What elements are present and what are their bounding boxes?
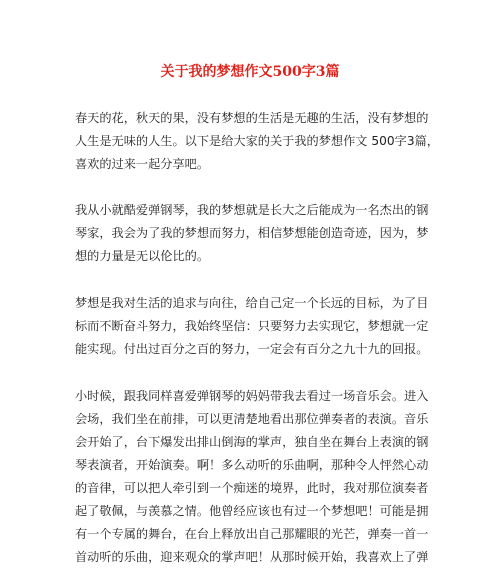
paragraph-line: 起了敬佩，与羡慕之情。他曾经应该也有过一个梦想吧！可能是拥 xyxy=(75,504,429,518)
document-title: 关于我的梦想作文500字3篇 xyxy=(160,64,340,80)
paragraph-line: 喜欢的过来一起分享吧。 xyxy=(75,157,210,171)
paragraph-line: 有一个专属的舞台，在台上释放出自己那耀眼的光芒，弹奏一首一 xyxy=(75,527,429,541)
paragraph-line: 春天的花，秋天的果，没有梦想的生活是无趣的生活，没有梦想的 xyxy=(75,111,429,125)
paragraph-dream-pursuit xyxy=(75,292,429,361)
paragraph-line: 首动听的乐曲，迎来观众的掌声吧！从那时候开始，我喜欢上了弹 xyxy=(75,550,429,564)
paragraph-line: 想的力量是无以伦比的。 xyxy=(75,249,210,263)
paragraph-line: 会开始了，台下爆发出排山倒海的掌声，独自坐在舞台上表演的钢 xyxy=(75,435,429,449)
paragraph-line: 梦想是我对生活的追求与向往，给自己定一个长远的目标，为了目 xyxy=(75,296,429,310)
paragraph-intro xyxy=(75,107,439,176)
paragraph-line: 会场，我们坐在前排，可以更清楚地看出那位弹奏者的表演。音乐 xyxy=(75,412,429,426)
paragraph-line: 我从小就酷爱弹钢琴，我的梦想就是长大之后能成为一名杰出的钢 xyxy=(75,203,429,217)
paragraph-concert-memory xyxy=(75,385,429,569)
paragraph-line: 琴表演者，开始演奏。啊！多么动听的乐曲啊，那种令人怦然心动 xyxy=(75,458,429,472)
paragraph-line: 琴家，我会为了我的梦想而努力，相信梦想能创造奇迹，因为，梦 xyxy=(75,226,429,240)
paragraph-piano-dream xyxy=(75,199,429,268)
paragraph-line: 标而不断奋斗努力，我始终坚信：只要努力去实现它，梦想就一定 xyxy=(75,319,429,333)
paragraph-line: 人生是无味的人生。以下是给大家的关于我的梦想作文 500字3篇， xyxy=(75,134,439,148)
paragraph-line: 能实现。付出过百分之百的努力，一定会有百分之九十九的回报。 xyxy=(75,342,429,356)
paragraph-line: 小时候，跟我同样喜爱弹钢琴的妈妈带我去看过一场音乐会。进入 xyxy=(75,389,429,403)
paragraph-line: 的音律，可以把人牵引到一个痴迷的境界，此时，我对那位演奏者 xyxy=(75,481,429,495)
